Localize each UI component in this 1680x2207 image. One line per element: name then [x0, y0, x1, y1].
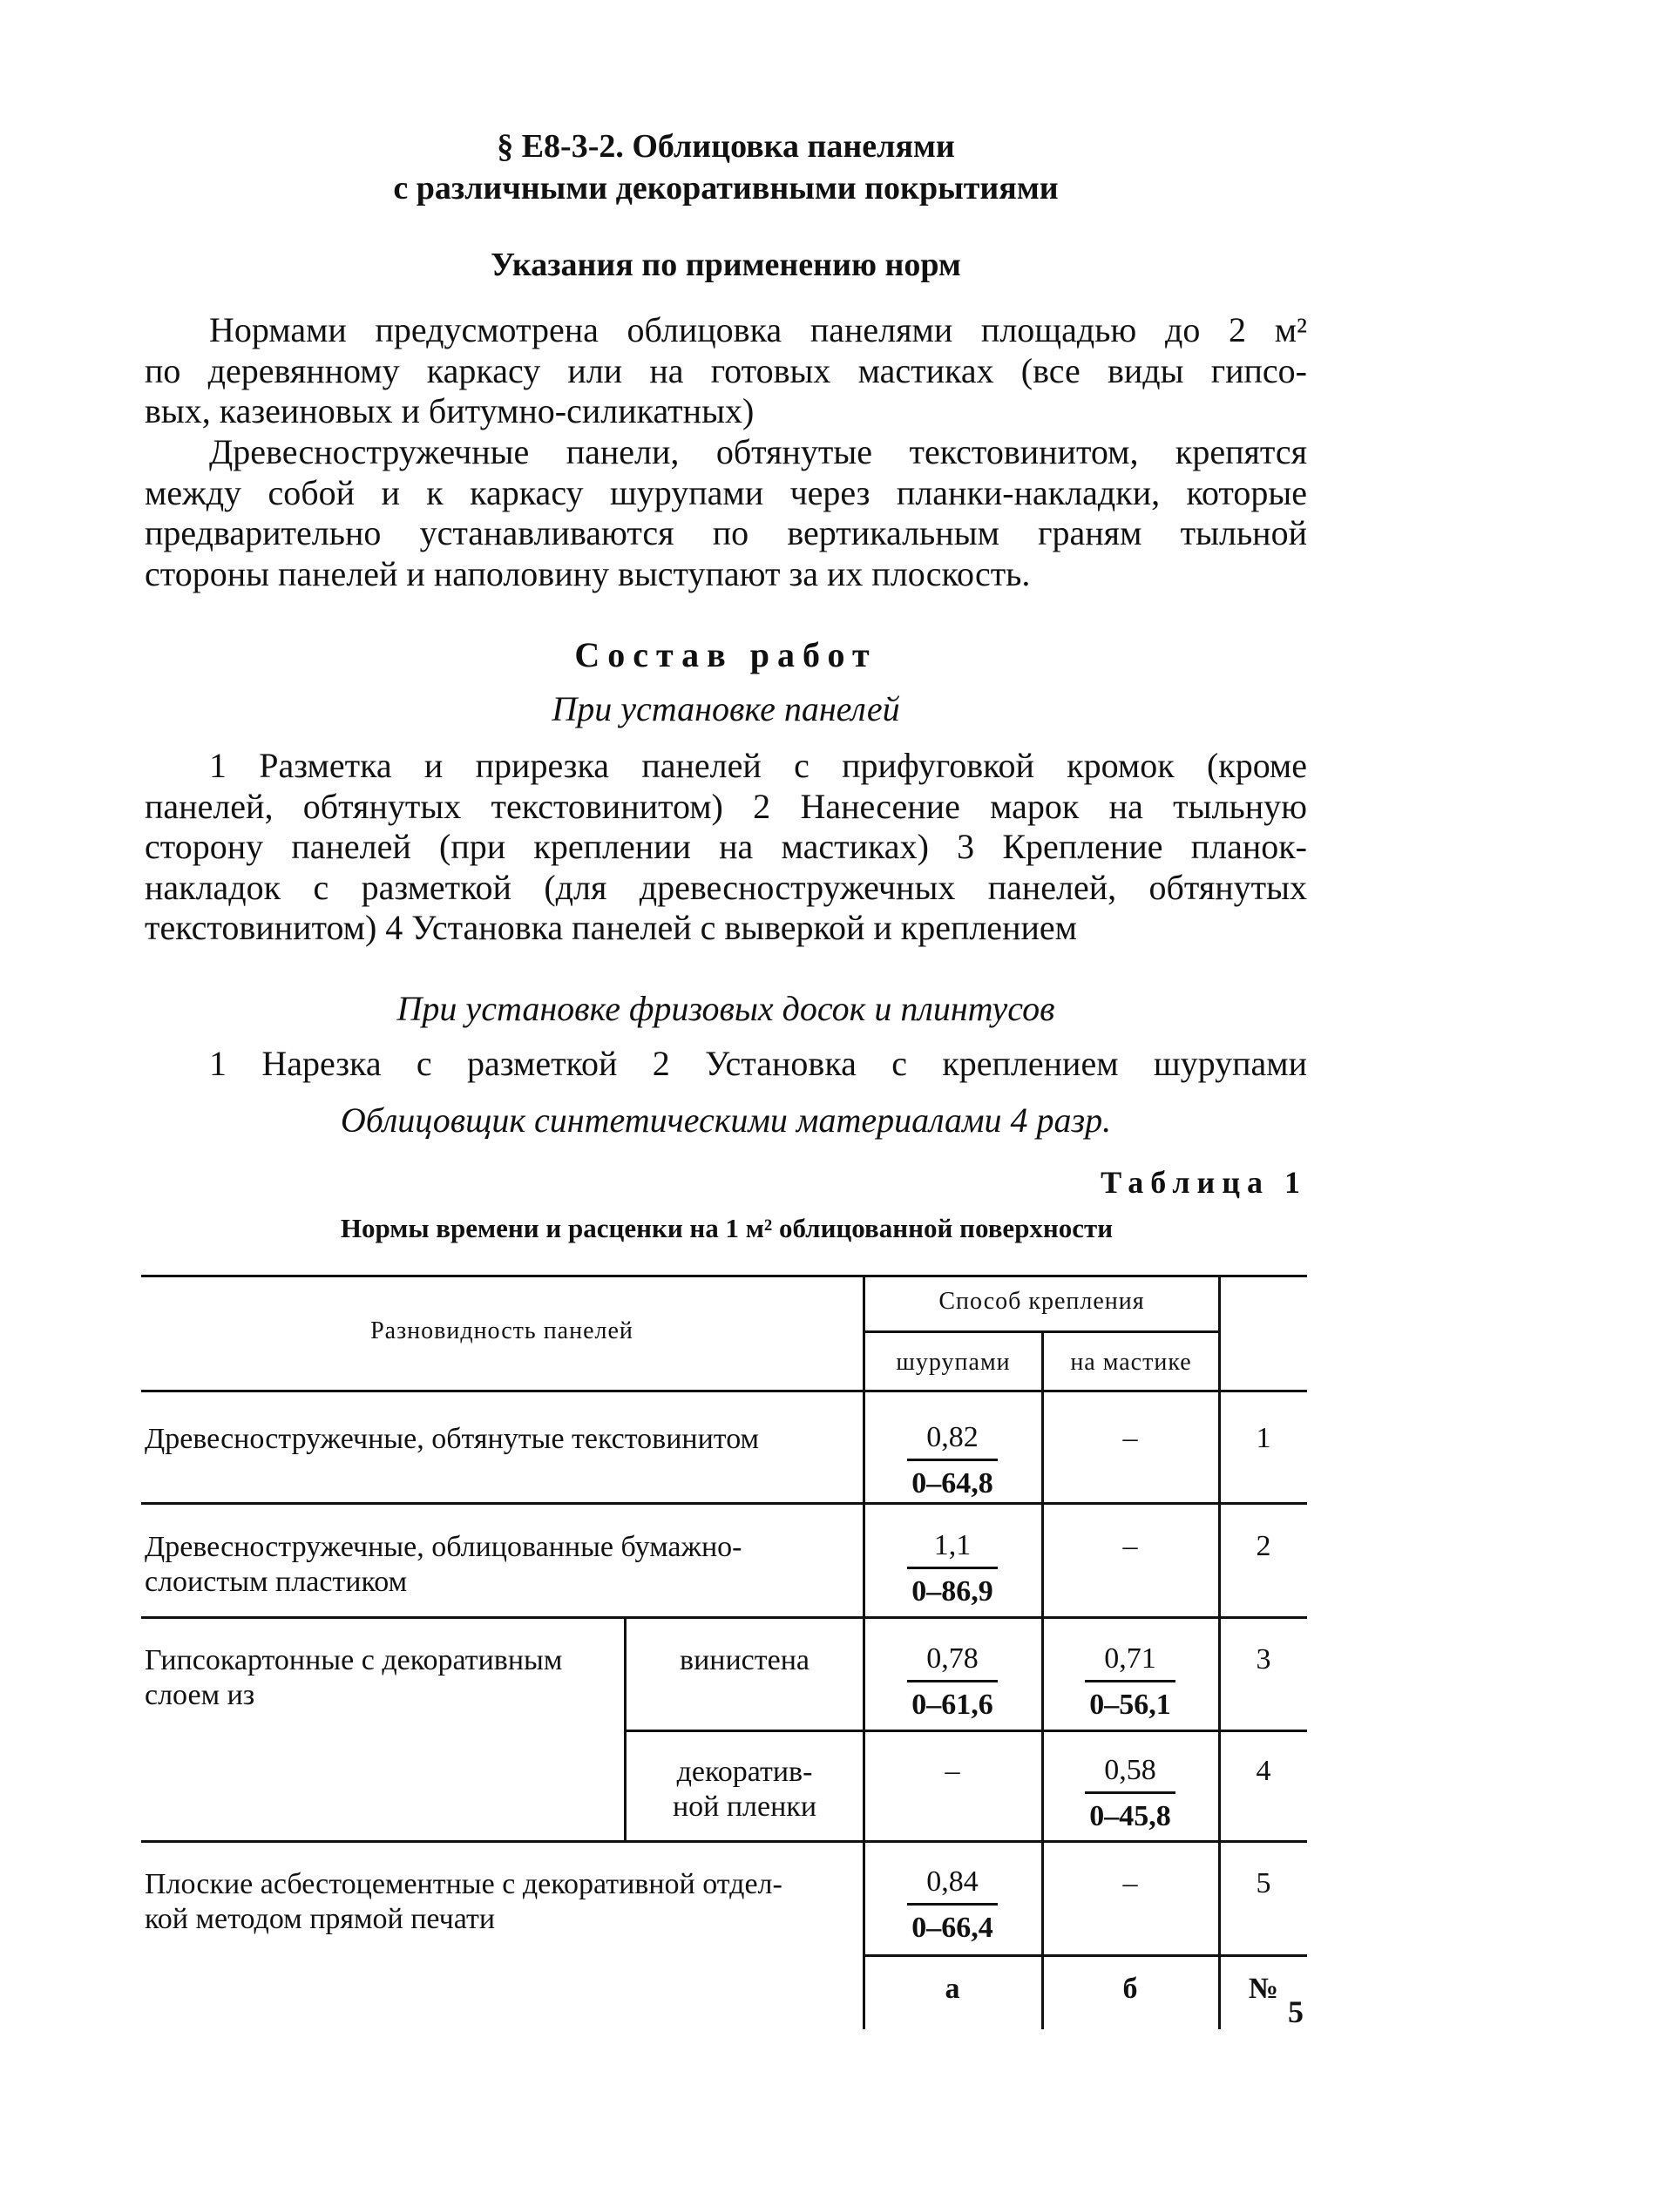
row-label	[145, 1867, 782, 1937]
row-sublabel: винистена	[680, 1644, 810, 1676]
rate-value: 0–66,4	[911, 1912, 993, 1944]
text-line: стороны панелей и наполовину выступают за их плоскость.	[145, 553, 1031, 593]
norm-value: 0,71	[1104, 1642, 1156, 1675]
empty-value: –	[945, 1755, 960, 1787]
fraction-bar	[907, 1567, 998, 1569]
worker-grade: Облицовщик синтетическими материалами 4 разр.	[340, 1100, 1112, 1140]
norm-value: 1,1	[933, 1529, 972, 1561]
text-line: 1 Нарезка с разметкой 2 Установка с креплением шурупами	[209, 1044, 1307, 1083]
table-title: Нормы времени и расценки на 1 м² облицованной поверхности	[340, 1213, 1114, 1243]
norm-rate-cell	[1043, 1751, 1217, 1836]
rate-value: 0–56,1	[1089, 1689, 1171, 1721]
norm-rate-cell	[865, 1640, 1040, 1724]
column-header-mastic: на мастике	[1070, 1349, 1192, 1376]
norm-rate-cell	[865, 1527, 1040, 1611]
fraction-bar	[1085, 1791, 1175, 1794]
row-number: 5	[1256, 1867, 1271, 1899]
row-label-line: Плоские асбестоцементные с декоративной отдел-	[145, 1868, 782, 1900]
column-footer-b: б	[1122, 1973, 1138, 2005]
column-header-method: Способ крепления	[938, 1288, 1145, 1315]
panels-subheading: При установке панелей	[552, 689, 900, 728]
empty-value: –	[1122, 1867, 1138, 1899]
work-heading: Состав работ	[574, 635, 877, 674]
page-number: 5	[1288, 1994, 1304, 2029]
norm-rate-cell	[865, 1418, 1040, 1503]
norm-value: 0,58	[1104, 1754, 1156, 1786]
row-label	[145, 1530, 742, 1600]
row-sublabel	[627, 1755, 863, 1824]
rate-value: 0–45,8	[1089, 1800, 1171, 1832]
text-line: Древесностружечные панели, обтянутые текстовинитом, крепятся	[209, 432, 1307, 471]
section-title-line2: с различными декоративными покрытиями	[393, 170, 1059, 206]
row-number: 1	[1256, 1422, 1271, 1454]
row-sublabel-line: ной пленки	[672, 1791, 817, 1823]
norm-rate-cell	[865, 1863, 1040, 1947]
norm-rate-cell	[1043, 1640, 1217, 1724]
frieze-steps	[145, 1044, 1307, 1085]
rate-value: 0–64,8	[911, 1467, 993, 1500]
row-label-line: слоистым пластиком	[145, 1566, 408, 1598]
guidance-paragraph-1	[145, 310, 1307, 432]
section-title-line1: § Е8-3-2. Облицовка панелями	[497, 128, 955, 165]
row-label: Древесностружечные, обтянутые текстовинитом	[145, 1423, 760, 1455]
row-label-line: Древесностружечные, облицованные бумажно-	[145, 1531, 742, 1563]
row-number: 4	[1256, 1755, 1271, 1787]
text-line: панелей, обтянутых текстовинитом) 2 Нанесение марок на тыльную	[145, 786, 1307, 826]
text-line: вых, казеиновых и битумно-силикатных)	[145, 391, 755, 430]
column-footer-number: №	[1248, 1973, 1279, 2005]
row-label-line: кой методом прямой печати	[145, 1903, 496, 1935]
guidance-paragraph-2	[145, 432, 1307, 594]
rate-value: 0–86,9	[911, 1575, 993, 1608]
empty-value: –	[1122, 1530, 1138, 1562]
text-line: между собой и к каркасу шурупами через планки-накладки, которые	[145, 472, 1307, 512]
text-line: текстовинитом) 4 Установка панелей с выверкой и креплением	[145, 908, 1077, 947]
text-line: по деревянному каркасу или на готовых мастиках (все виды гипсо-	[145, 350, 1307, 390]
fraction-bar	[907, 1903, 998, 1906]
text-line: предварительно устанавливаются по вертикальным граням тыльной	[145, 513, 1307, 552]
norm-value: 0,84	[926, 1865, 979, 1898]
empty-value: –	[1122, 1422, 1138, 1454]
guidance-heading: Указания по применению норм	[491, 247, 961, 283]
row-label-line: Гипсокартонные с декоративным	[145, 1644, 563, 1676]
row-sublabel-line: декоратив-	[676, 1756, 813, 1788]
norm-value: 0,78	[926, 1642, 979, 1675]
row-number: 3	[1256, 1643, 1271, 1676]
norm-value: 0,82	[926, 1421, 979, 1453]
row-label-line: слоем из	[145, 1679, 255, 1711]
table-label: Таблица 1	[1101, 1165, 1307, 1200]
rate-value: 0–61,6	[911, 1689, 993, 1721]
row-label	[145, 1643, 562, 1713]
text-line: сторону панелей (при креплении на мастиках) 3 Крепление планок-	[145, 827, 1307, 866]
text-line: накладок с разметкой (для древесностружечных панелей, обтянутых	[145, 867, 1307, 907]
text-line: 1 Разметка и прирезка панелей с прифуговкой кромок (кроме	[209, 746, 1307, 785]
text-line: Нормами предусмотрена облицовка панелями площадью до 2 м²	[209, 310, 1307, 349]
column-header-screws: шурупами	[896, 1349, 1011, 1376]
column-header-panel-type: Разновидность панелей	[370, 1317, 633, 1344]
fraction-bar	[1085, 1680, 1175, 1682]
fraction-bar	[907, 1680, 998, 1682]
fraction-bar	[907, 1459, 998, 1461]
panels-steps	[145, 746, 1307, 949]
column-footer-a: а	[945, 1973, 960, 2005]
frieze-subheading: При установке фризовых досок и плинтусов	[396, 989, 1055, 1028]
row-number: 2	[1256, 1530, 1271, 1562]
